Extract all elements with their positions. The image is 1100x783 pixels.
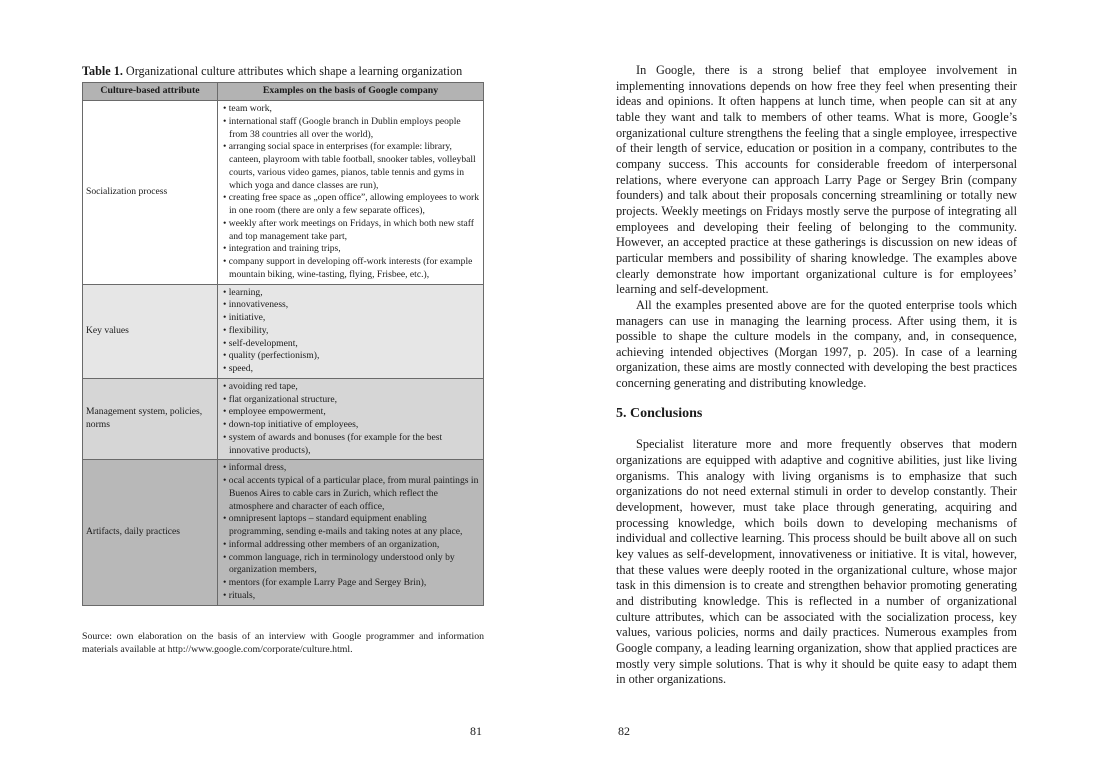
table-source-note: Source: own elaboration on the basis of an interview with Google programmer and information materials available at http://www.google.com/corporate/culture.html.: [82, 631, 484, 655]
table-row: [83, 378, 484, 460]
page-number-right: 82: [618, 724, 630, 738]
list-item: • international staff (Google branch in Dublin employs people from 38 countries all over the world),: [221, 116, 480, 142]
list-item: • mentors (for example Larry Page and Sergey Brin),: [221, 577, 480, 590]
list-item: • down-top initiative of employees,: [221, 419, 480, 432]
table-title: [82, 63, 484, 79]
table-title-text: Organizational culture attributes which shape a learning organization: [125, 64, 463, 78]
list-item: • system of awards and bonuses (for example for the best innovative products),: [221, 432, 480, 458]
examples-list: [221, 103, 480, 282]
table-row: [83, 101, 484, 285]
list-item: • common language, rich in terminology understood only by organization members,: [221, 552, 480, 578]
column-header-attribute: Culture-based attribute: [83, 83, 218, 101]
list-item: • company support in developing off-work interests (for example mountain biking, wine-tasting, flying, Frisbee, etc.),: [221, 256, 480, 282]
examples-list: [221, 381, 480, 458]
table-row: [83, 460, 484, 605]
examples-cell: [218, 101, 484, 285]
list-item: • omnipresent laptops – standard equipment enabling programming, sending e-mails and taking notes at any place,: [221, 513, 480, 539]
list-item: • arranging social space in enterprises (for example: library, canteen, playroom with table football, snooker tables, volleyball courts, various video games, pianos, table tennis and gyms in which yoga and dance classes are run),: [221, 141, 480, 192]
paragraph: In Google, there is a strong belief that employee involvement in implementing innovations depends on how free they feel when presenting their ideas and opinions. It often happens at lunch time, when people can sit at any table they want and talk to members of other teams. What is more, Google’s organizational culture strengthens the feeling that a single employee, irrespective of their length of service, education or position in a company, contributes to the company success. This accounts for considerable freedom of interpersonal relations, where everyone can approach Larry Page or Sergey Brin (company founders) and talk about their proposals concerning streamlining or totally new projects. Weekly meetings on Fridays mostly serve the purpose of integrating all employees and developing their feeling of belonging to the community. However, an accepted practice at these gatherings is discussion on new ideas of particular members and possibility of sharing knowledge. The examples above clearly demonstrate how important organizational culture is for employees’ learning and self-development.: [616, 63, 1017, 297]
list-item: • speed,: [221, 363, 480, 376]
list-item: • ocal accents typical of a particular place, from mural paintings in Buenos Aires to cable cars in Zurich, which reflect the atmosphere and character of each office,: [221, 475, 480, 513]
examples-cell: [218, 460, 484, 605]
attribute-cell: Artifacts, daily practices: [83, 460, 218, 605]
section-heading-conclusions: 5. Conclusions: [616, 405, 703, 421]
page-number-left: 81: [470, 724, 482, 738]
list-item: • flat organizational structure,: [221, 394, 480, 407]
paragraph: All the examples presented above are for the quoted enterprise tools which managers can use in managing the learning process. After using them, it is possible to shape the culture models in the company, and, in consequence, achieving intended objectives (Morgan 1997, p. 205). In case of a learning organization, these aims are mostly connected with developing the best practices concerning generating and distributing knowledge.: [616, 297, 1017, 391]
examples-cell: [218, 284, 484, 378]
examples-list: [221, 287, 480, 376]
list-item: • team work,: [221, 103, 480, 116]
examples-list: [221, 462, 480, 602]
list-item: • informal dress,: [221, 462, 480, 475]
attribute-cell: Socialization process: [83, 101, 218, 285]
list-item: • learning,: [221, 287, 480, 300]
list-item: • informal addressing other members of an organization,: [221, 539, 480, 552]
list-item: • creating free space as „open office”, allowing employees to work in one room (there are only a few separate offices),: [221, 192, 480, 218]
examples-cell: [218, 378, 484, 460]
table-header-row: [83, 83, 484, 101]
attribute-cell: Key values: [83, 284, 218, 378]
table-title-label: Table 1.: [82, 64, 123, 78]
column-header-examples: Examples on the basis of Google company: [218, 83, 484, 101]
list-item: • rituals,: [221, 590, 480, 603]
list-item: • avoiding red tape,: [221, 381, 480, 394]
attribute-cell: Management system, policies, norms: [83, 378, 218, 460]
list-item: • weekly after work meetings on Fridays, in which both new staff and top management take part,: [221, 218, 480, 244]
list-item: • initiative,: [221, 312, 480, 325]
list-item: • quality (perfectionism),: [221, 350, 480, 363]
right-page: [550, 0, 1100, 783]
body-text: [616, 63, 1017, 688]
list-item: • integration and training trips,: [221, 243, 480, 256]
list-item: • innovativeness,: [221, 299, 480, 312]
list-item: • flexibility,: [221, 325, 480, 338]
paragraph: Specialist literature more and more frequently observes that modern organizations are equipped with adaptive and cognitive abilities, just like living organisms. This analogy with living organisms is to emphasize that such organizations do not need external stimuli in order to develop constantly. Their development, however, must take place through generating, acquiring and processing knowledge, which boils down to developing mechanisms of individual and collective learning. This process should be built above all on such key values as self-development, innovativeness or initiative. It is vital, however, that these values were deeply rooted in the organizational culture, whose major task in this dimension is to create and strengthen behavior promoting generating and distributing knowledge. This is reflected in a number of organizational culture attributes, which can be associated with the socialization process, key values, various policies, norms and daily practices. Numerous examples from Google company, a leading learning organization, show that applied practices are mostly very simple solutions. That is why it should be quite easy to adapt them in other organizations.: [616, 437, 1017, 687]
table-row: [83, 284, 484, 378]
list-item: • employee empowerment,: [221, 406, 480, 419]
list-item: • self-development,: [221, 338, 480, 351]
culture-attributes-table: [82, 82, 484, 606]
